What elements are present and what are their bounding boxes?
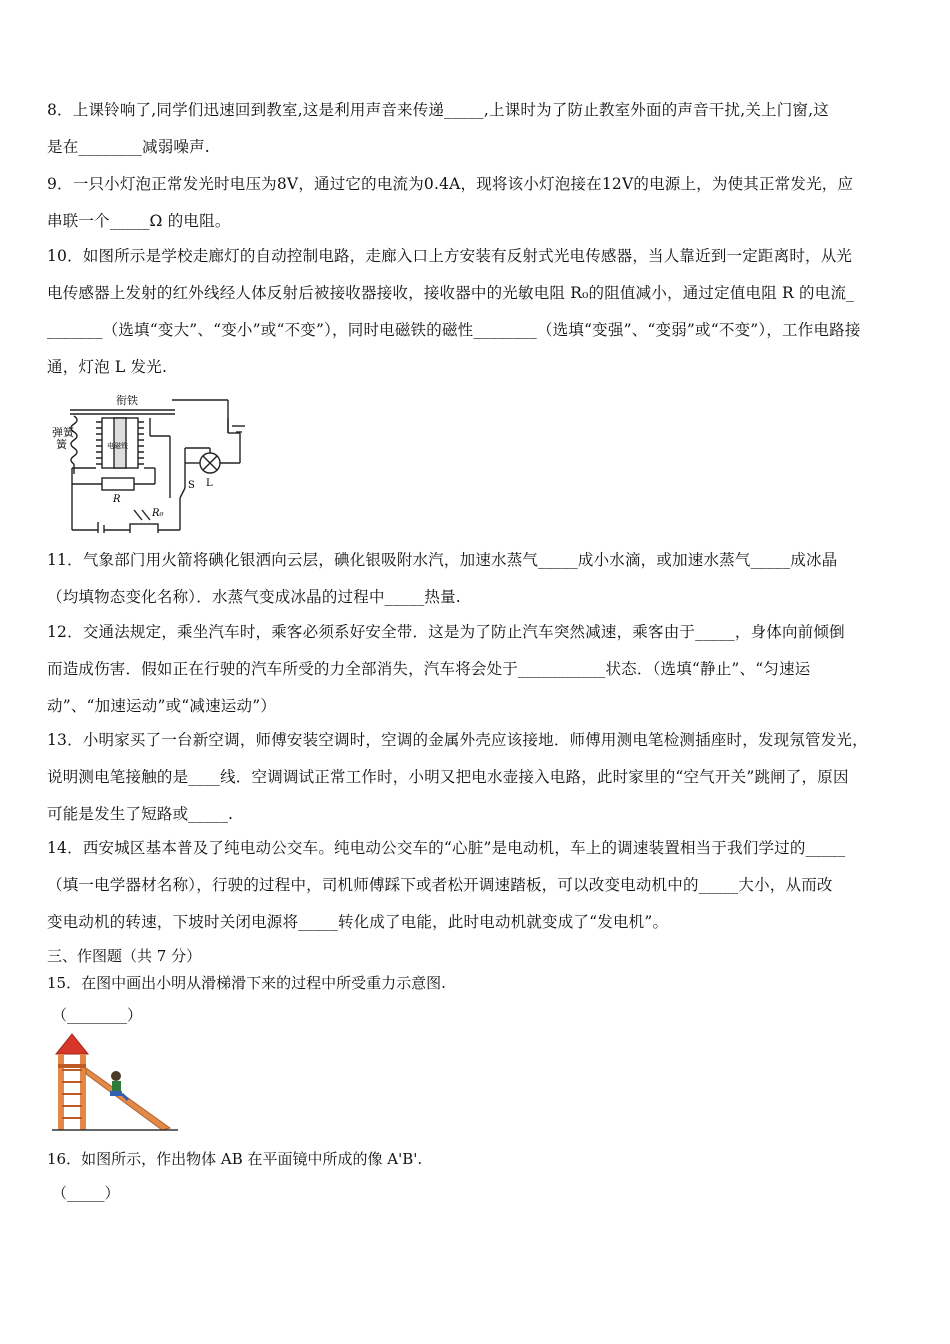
question-12-line-3: 动”、“加速运动”或“减速运动”）: [47, 697, 277, 715]
question-11-line-2: （均填物态变化名称）．水蒸气变成冰晶的过程中_____热量.: [47, 588, 461, 606]
question-11-line-1: 11．气象部门用火箭将碘化银洒向云层，碘化银吸附水汽，加速水蒸气_____成小水滴，或加速水蒸气_____成冰晶: [47, 551, 838, 569]
question-12-line-2: 而造成伤害．假如正在行驶的汽车所受的力全部消失，汽车将会处于___________状态．（选填“静止”、“匀速运: [47, 660, 811, 678]
question-13: [47, 722, 909, 833]
question-16: 16．如图所示，作出物体 AB 在平面镜中所成的像 A'B'.: [47, 1150, 423, 1168]
question-10-line-3: _______（选填“变大”、“变小”或“不变”），同时电磁铁的磁性________（选填“变强”、“变弱”或“不变”），工作电路接: [47, 321, 861, 339]
question-8-line-1: 8．上课铃响了,同学们迅速回到教室,这是利用声音来传递_____,上课时为了防止教室外面的声音干扰,关上门窗,这: [47, 101, 829, 119]
question-15: 15．在图中画出小明从滑梯滑下来的过程中所受重力示意图.: [47, 974, 446, 992]
section-heading: 三、作图题（共 7 分）: [47, 947, 202, 965]
question-12: [47, 614, 909, 725]
question-8-line-2: 是在________减弱噪声.: [47, 138, 210, 156]
question-15-answer: （________）: [52, 1006, 143, 1024]
question-12-line-1: 12．交通法规定，乘坐汽车时，乘客必须系好安全带．这是为了防止汽车突然减速，乘客由于_____，身体向前倾倒: [47, 623, 845, 641]
question-14-line-1: 14．西安城区基本普及了纯电动公交车。纯电动公交车的“心脏”是电动机，车上的调速装置相当于我们学过的_____: [47, 839, 846, 857]
question-16-answer: （_____）: [52, 1184, 120, 1202]
circuit-label-S: S: [188, 480, 195, 491]
question-9-line-2: 串联一个_____Ω 的电阻。: [47, 212, 231, 230]
circuit-diagram: [50, 388, 245, 533]
question-14: [47, 830, 909, 941]
question-10-line-4: 通，灯泡 L 发光.: [47, 358, 168, 376]
question-14-line-2: （填一电学器材名称），行驶的过程中，司机师傅踩下或者松开调速踏板，可以改变电动机中的_____大小，从而改: [47, 876, 833, 894]
slide-figure: [50, 1030, 180, 1135]
question-9-line-1: 9．一只小灯泡正常发光时电压为8V，通过它的电流为0.4A，现将该小灯泡接在12V的电源上，为使其正常发光，应: [47, 175, 854, 193]
question-13-line-2: 说明测电笔接触的是____线．空调调试正常工作时，小明又把电水壶接入电路，此时家里的“空气开关”跳闸了，原因: [47, 768, 849, 786]
circuit-label-armature: 衔铁: [116, 394, 138, 407]
question-9: [47, 166, 909, 240]
question-13-line-1: 13．小明家买了一台新空调，师傅安装空调时，空调的金属外壳应该接地．师傅用测电笔检测插座时，发现氖管发光，: [47, 731, 868, 749]
question-10-line-1: 10．如图所示是学校走廊灯的自动控制电路，走廊入口上方安装有反射式光电传感器，当人靠近到一定距离时，从光: [47, 247, 853, 265]
circuit-label-magnet: 电磁铁: [107, 442, 128, 450]
question-10: [47, 238, 909, 386]
question-14-line-3: 变电动机的转速，下坡时关闭电源将_____转化成了电能，此时电动机就变成了“发电机”。: [47, 913, 669, 931]
question-10-line-2: 电传感器上发射的红外线经人体反射后被接收器接收，接收器中的光敏电阻 R₀的阻值减小，通过定值电阻 R 的电流_: [47, 284, 855, 302]
circuit-label-spring-2: 簧: [56, 438, 67, 451]
question-13-line-3: 可能是发生了短路或_____.: [47, 805, 234, 823]
circuit-label-R: R: [113, 494, 121, 505]
question-8: [47, 92, 909, 166]
circuit-label-L: L: [206, 478, 213, 489]
question-11: [47, 542, 909, 616]
circuit-label-R0: R₀: [152, 508, 164, 519]
circuit-label-spring: 弹簧: [52, 426, 74, 439]
